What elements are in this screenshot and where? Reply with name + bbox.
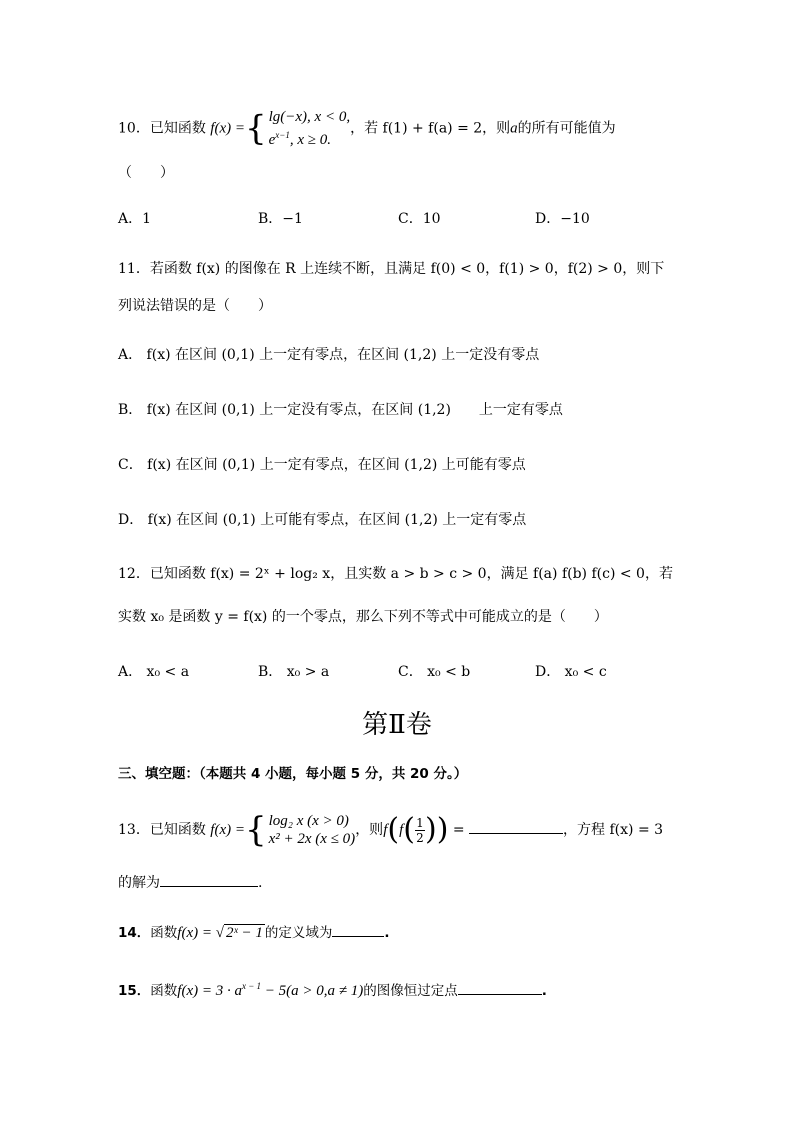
q13-paren-open: (	[387, 812, 400, 847]
q13-number: 13．已知函数	[118, 822, 206, 838]
q15-tail: 的图像恒过定点	[363, 983, 458, 999]
q13-inner-f: f	[399, 822, 404, 838]
q10-piecewise	[269, 108, 350, 149]
q10-lead: 已知函数	[149, 120, 206, 137]
q13-case2: x² + 2x (x ≤ 0)	[268, 831, 356, 847]
q10-case2: $e^{x-1}$, x ≥ 0.	[268, 130, 331, 148]
q13-dot: .	[258, 875, 263, 891]
q14-formula: f(x) = √ 2ˣ − 1	[177, 925, 263, 941]
q15-blank[interactable]	[458, 980, 542, 995]
q14-dot: .	[384, 925, 390, 941]
q14-stem	[118, 922, 389, 943]
q13-blank-2[interactable]	[160, 872, 258, 887]
q10-option-c: C．10	[398, 211, 441, 227]
q14-number: 14．	[118, 925, 151, 941]
q10-number: 10．	[118, 120, 150, 137]
q10-answer-paren: （ ）	[118, 165, 174, 181]
q13-fraction: $\frac{1}{2}$	[416, 815, 424, 845]
q13-stem	[118, 812, 663, 848]
q10-var-a: a	[510, 120, 518, 137]
q13-paren-close: )	[436, 812, 449, 847]
q11-option-b: B． f(x) 在区间 (0,1) 上一定没有零点，在区间 (1,2) 上一定有零点	[118, 402, 563, 418]
q12-option-c: C． x₀ < b	[398, 664, 471, 680]
q10-option-b: B．−1	[258, 211, 303, 227]
q13-piecewise	[269, 812, 356, 848]
section-heading: 三、填空题：（本题共 4 小题，每小题 5 分，共 20 分。）	[118, 766, 468, 782]
q11-stem-line2: 列说法错误的是（ ）	[118, 298, 272, 314]
q10-fx: f(x) =	[210, 120, 245, 137]
q13-case1: log₂ x (x > 0)	[268, 813, 349, 829]
q15-lead: 函数	[150, 983, 178, 999]
q11-option-d: D． f(x) 在区间 (0,1) 上可能有零点，在区间 (1,2) 上一定有零点	[118, 512, 527, 528]
q13-line2	[118, 872, 262, 893]
q12-option-d: D． x₀ < c	[535, 664, 607, 680]
q12-stem-line2: 实数 x₀ 是函数 y = f(x) 的一个零点，那么下列不等式中可能成立的是（ ）	[118, 609, 608, 625]
q13-paren-close-2: )	[424, 812, 437, 847]
q15-number: 15．	[118, 983, 151, 999]
q15-formula: $f(x) = 3 \cdot a^{x - 1} - 5(a > 0,a \ne 1)$	[177, 981, 364, 999]
q10-tail: 的所有可能值为	[517, 120, 616, 137]
q13-fx: f(x) =	[210, 822, 245, 838]
q13-paren-open-2: (	[403, 812, 415, 847]
q14-lead: 函数	[150, 925, 178, 941]
q12-stem-line1: 12．已知函数 f(x) = 2ˣ + log₂ x，且实数 a > b > c > 0，满足 f(a) f(b) f(c) < 0，若	[118, 566, 673, 582]
q13-brace: {	[244, 810, 267, 850]
q10-condition: ，若 f(1) + f(a) = 2，则	[350, 120, 511, 137]
q13-mid: ，方程 f(x) = 3	[563, 822, 664, 838]
q10-stem	[118, 108, 616, 149]
q11-option-a: A． f(x) 在区间 (0,1) 上一定有零点，在区间 (1,2) 上一定没有零点	[118, 347, 540, 363]
q10-brace: {	[244, 108, 267, 149]
q11-option-c: C． f(x) 在区间 (0,1) 上一定有零点，在区间 (1,2) 上可能有零点	[118, 457, 526, 473]
q14-blank[interactable]	[332, 922, 384, 937]
q12-option-a: A． x₀ < a	[118, 664, 190, 680]
q10-option-a: A．1	[118, 211, 152, 227]
q11-stem-line1: 11．若函数 f(x) 的图像在 R 上连续不断，且满足 f(0) < 0，f(1) > 0，f(2) > 0，则下	[118, 261, 665, 277]
q15-dot: .	[541, 983, 547, 999]
q12-option-b: B． x₀ > a	[258, 664, 330, 680]
q13-line2-text: 的解为	[118, 875, 160, 891]
section-title: 第Ⅱ卷	[362, 710, 432, 740]
q13-equals: =	[452, 822, 465, 838]
q13-blank-1[interactable]	[469, 819, 563, 834]
q13-outer-f: f	[383, 822, 388, 838]
q13-then: ，则	[355, 822, 384, 838]
q10-case1: lg(−x), x < 0,	[268, 109, 351, 125]
q10-option-d: D．−10	[535, 211, 590, 227]
q15-stem	[118, 976, 547, 1001]
q14-tail: 的定义域为	[264, 925, 333, 941]
